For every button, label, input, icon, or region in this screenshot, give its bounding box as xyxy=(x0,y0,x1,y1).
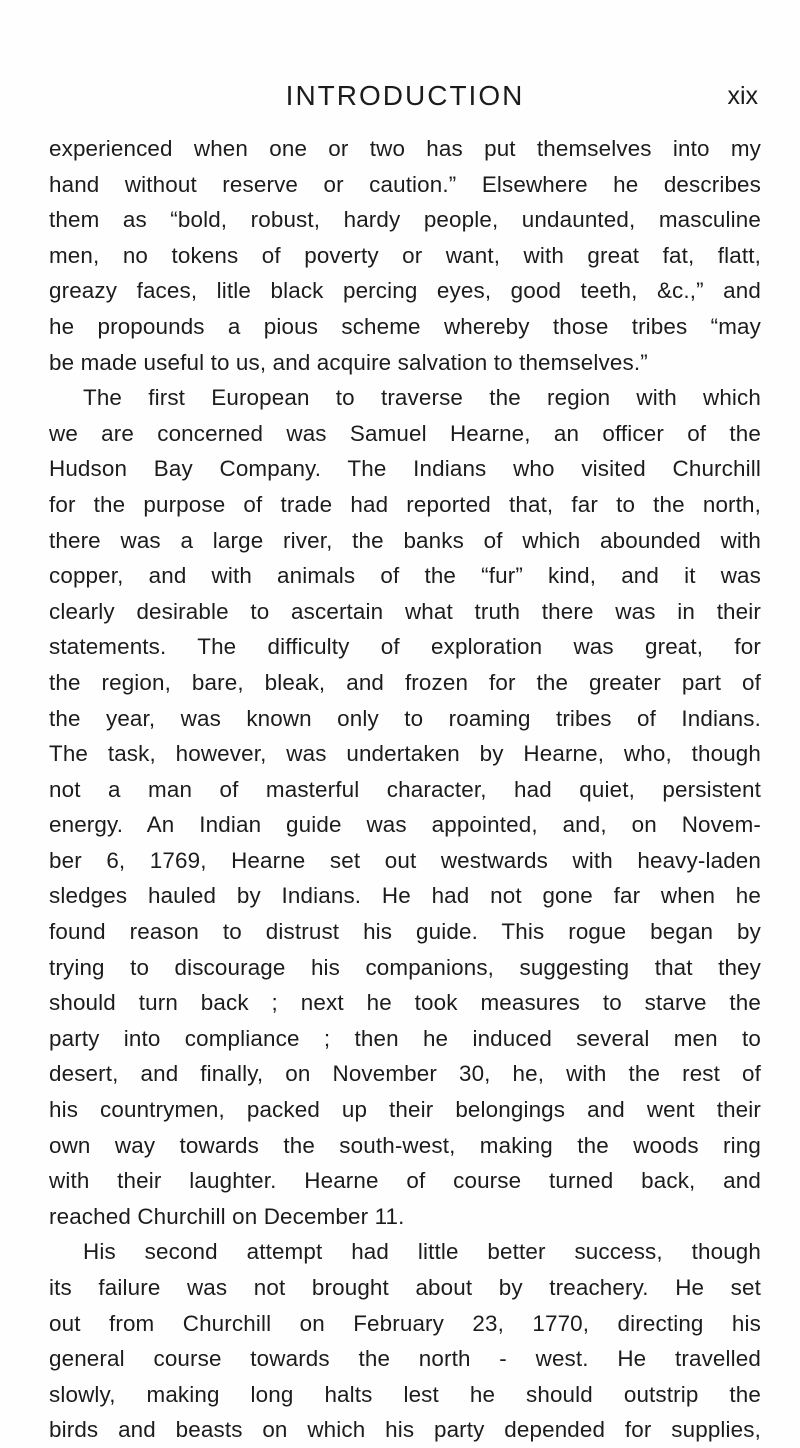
text-line: The task, however, was undertaken by Hearne, who, though xyxy=(49,741,761,767)
page-number: xix xyxy=(727,82,758,110)
text-line: experienced when one or two has put themselves into my xyxy=(49,136,761,161)
text-line: men, no tokens of poverty or want, with great fat, flatt, xyxy=(49,242,761,268)
text-line: be made useful to us, and acquire salvation to themselves.” xyxy=(49,349,648,375)
running-head xyxy=(49,76,761,116)
text-line: for the purpose of trade had reported that, far to the north, xyxy=(49,491,761,517)
text-line: found reason to distrust his guide. This rogue began by xyxy=(49,919,761,945)
text-line: desert, and finally, on November 30, he, with the rest of xyxy=(49,1061,761,1087)
text-line: statements. The difficulty of exploration was great, for xyxy=(49,634,761,660)
body-text xyxy=(49,131,761,1448)
text-line: Hudson Bay Company. The Indians who visited Churchill xyxy=(49,456,761,482)
text-line: general course towards the north - west. He travelled xyxy=(49,1346,761,1372)
text-line: its failure was not brought about by treachery. He set xyxy=(49,1275,761,1300)
text-line: out from Churchill on February 23, 1770, directing his xyxy=(49,1310,761,1336)
text-line: the region, bare, bleak, and frozen for the greater part of xyxy=(49,669,761,695)
text-line: them as “bold, robust, hardy people, undaunted, masculine xyxy=(49,207,761,233)
text-line: not a man of masterful character, had quiet, persistent xyxy=(49,776,761,802)
text-line: ber 6, 1769, Hearne set out westwards with heavy-laden xyxy=(49,847,761,873)
text-line: sledges hauled by Indians. He had not gone far when he xyxy=(49,883,761,909)
text-line: copper, and with animals of the “fur” kind, and it was xyxy=(49,563,761,589)
text-line: should turn back ; next he took measures to starve the xyxy=(49,990,761,1016)
text-line: his countrymen, packed up their belongings and went their xyxy=(49,1097,761,1123)
text-line: slowly, making long halts lest he should outstrip the xyxy=(49,1381,761,1407)
text-line: birds and beasts on which his party depended for supplies, xyxy=(49,1417,761,1443)
text-line: trying to discourage his companions, suggesting that they xyxy=(49,954,761,980)
text-line: clearly desirable to ascertain what truth there was in their xyxy=(49,598,761,624)
text-line: the year, was known only to roaming tribes of Indians. xyxy=(49,705,761,731)
running-head-title: INTRODUCTION xyxy=(285,80,525,111)
text-line: we are concerned was Samuel Hearne, an officer of the xyxy=(49,420,761,446)
text-line: energy. An Indian guide was appointed, and, on Novem- xyxy=(49,812,761,838)
text-line: reached Churchill on December 11. xyxy=(49,1203,405,1229)
text-line: party into compliance ; then he induced several men to xyxy=(49,1025,761,1051)
text-line: The first European to traverse the region with which xyxy=(83,385,761,411)
text-line: greazy faces, litle black percing eyes, good teeth, &c.,” and xyxy=(49,278,761,304)
text-line: His second attempt had little better success, though xyxy=(83,1239,761,1265)
text-line: he propounds a pious scheme whereby those tribes “may xyxy=(49,313,761,339)
text-line: own way towards the south-west, making the woods ring xyxy=(49,1132,761,1158)
book-page xyxy=(49,0,761,1443)
text-line: there was a large river, the banks of which abounded with xyxy=(49,527,761,553)
text-line: hand without reserve or caution.” Elsewhere he describes xyxy=(49,171,761,197)
text-line: with their laughter. Hearne of course turned back, and xyxy=(49,1168,761,1194)
